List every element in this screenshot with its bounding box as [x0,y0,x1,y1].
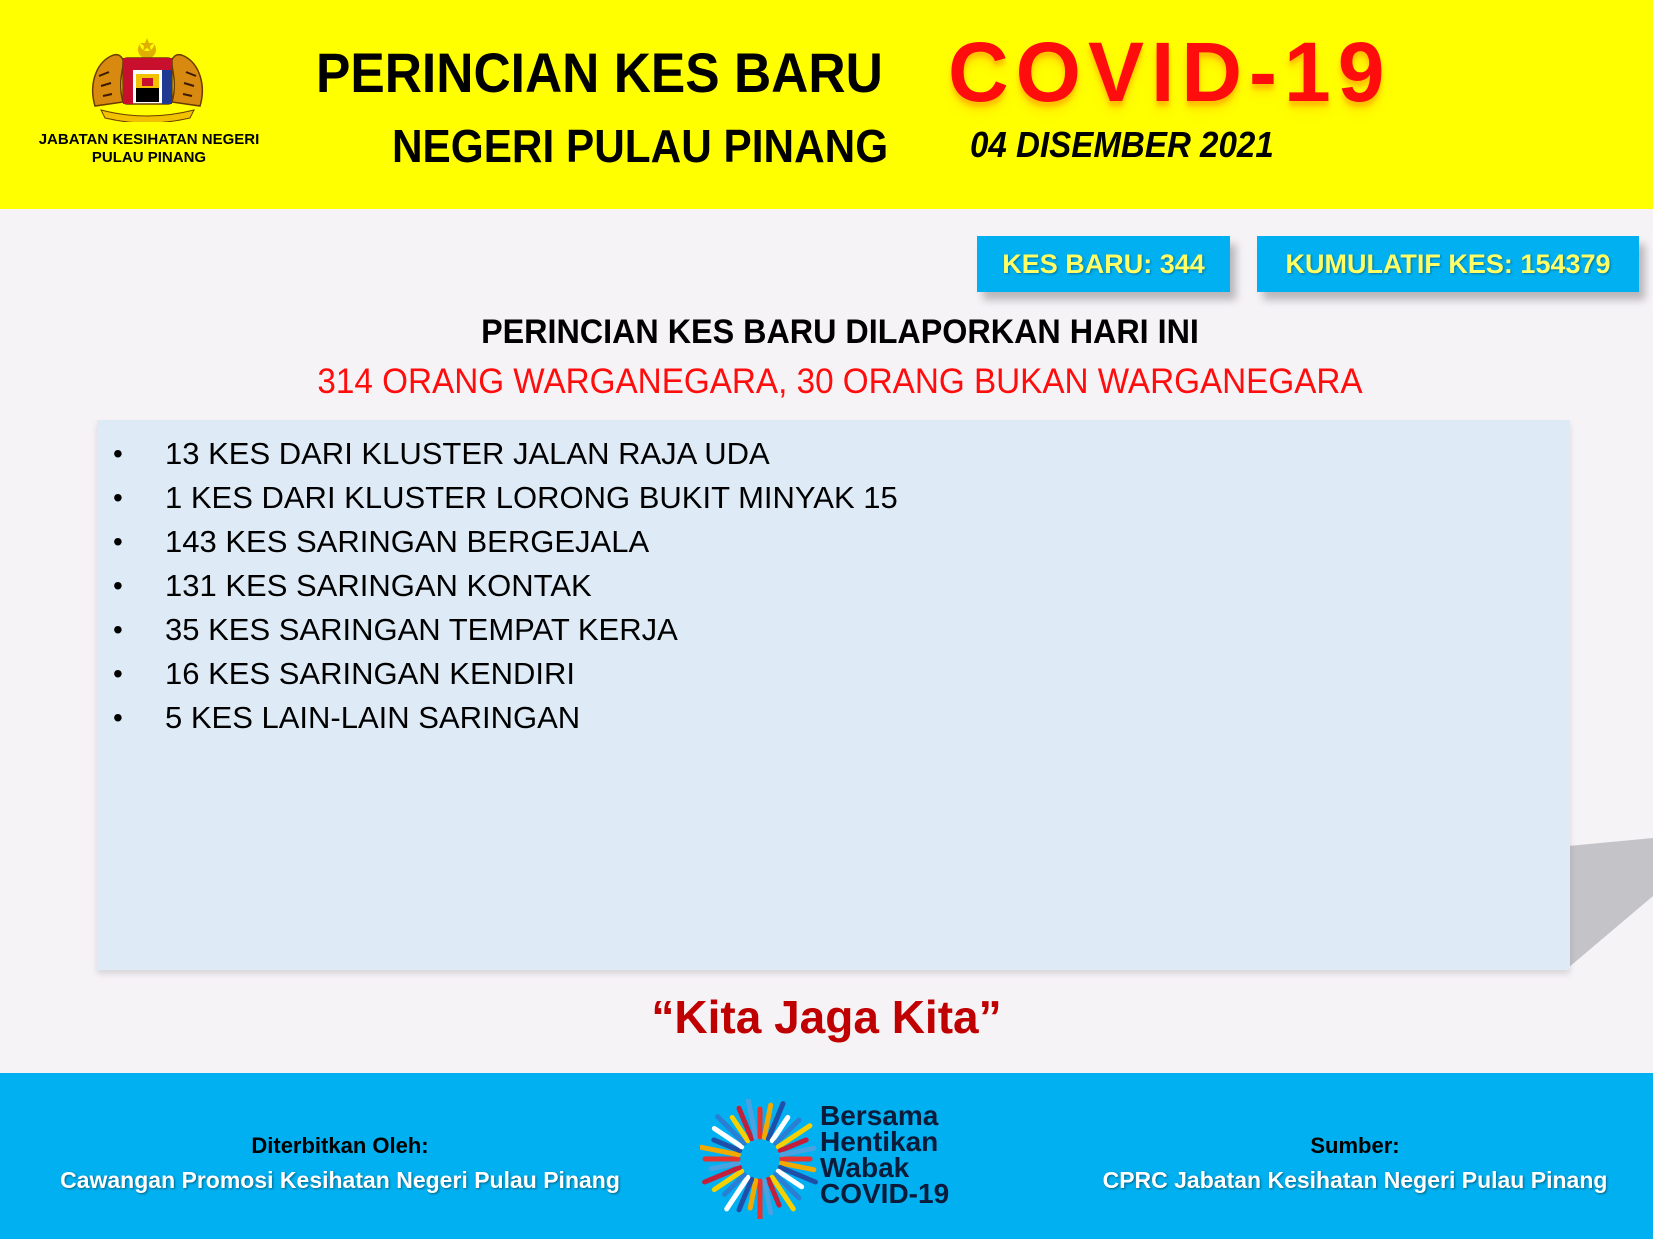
header-banner [0,0,1653,209]
agency-line-1: JABATAN KESIHATAN NEGERI [38,131,260,148]
footer [0,1073,1653,1239]
cumulative-cases-badge: KUMULATIF KES: 154379 [1257,236,1639,292]
list-item-text: 35 KES SARINGAN TEMPAT KERJA [165,612,678,647]
agency-line-2: PULAU PINANG [91,149,207,166]
bullet-icon: • [113,702,123,733]
list-item-text: 131 KES SARINGAN KONTAK [165,568,592,603]
list-item-text: 143 KES SARINGAN BERGEJALA [165,524,650,559]
coat-of-arms-icon [85,36,210,122]
campaign-line-4: COVID-19 [820,1178,950,1209]
case-breakdown-box [97,420,1570,970]
new-cases-badge: KES BARU: 344 [977,236,1230,292]
campaign-logo-text [820,1100,950,1209]
published-by-label: Diterbitkan Oleh: [251,1133,429,1158]
bullet-icon: • [113,658,123,689]
campaign-line-1: Bersama [820,1100,939,1131]
state-title: NEGERI PULAU PINANG [392,120,889,172]
bullet-icon: • [113,526,123,557]
bullet-icon: • [113,570,123,601]
bullet-icon: • [113,438,123,469]
published-by-value: Cawangan Promosi Kesihatan Negeri Pulau Pinang [60,1167,620,1193]
source-label: Sumber: [1310,1133,1400,1158]
bullet-icon: • [113,614,123,645]
covid-title: COVID-19 [948,25,1392,119]
campaign-starburst-icon [700,1099,820,1219]
campaign-line-3: Wabak [820,1152,910,1183]
bullet-icon: • [113,482,123,513]
report-date: 04 DISEMBER 2021 [970,124,1274,165]
box-shadow-decoration [1568,838,1653,968]
list-item-text: 13 KES DARI KLUSTER JALAN RAJA UDA [165,436,770,471]
slogan: “Kita Jaga Kita” [651,991,1002,1043]
page-title: PERINCIAN KES BARU [316,41,883,104]
source-value: CPRC Jabatan Kesihatan Negeri Pulau Pinang [1102,1167,1608,1193]
agency-name [20,131,278,167]
nationality-breakdown: 314 ORANG WARGANEGARA, 30 ORANG BUKAN WARGANEGARA [317,362,1363,401]
list-item-text: 16 KES SARINGAN KENDIRI [165,656,576,691]
campaign-line-2: Hentikan [820,1126,939,1157]
list-item-text: 1 KES DARI KLUSTER LORONG BUKIT MINYAK 15 [165,480,898,515]
list-item-text: 5 KES LAIN-LAIN SARINGAN [165,700,581,735]
details-heading: PERINCIAN KES BARU DILAPORKAN HARI INI [481,313,1199,351]
